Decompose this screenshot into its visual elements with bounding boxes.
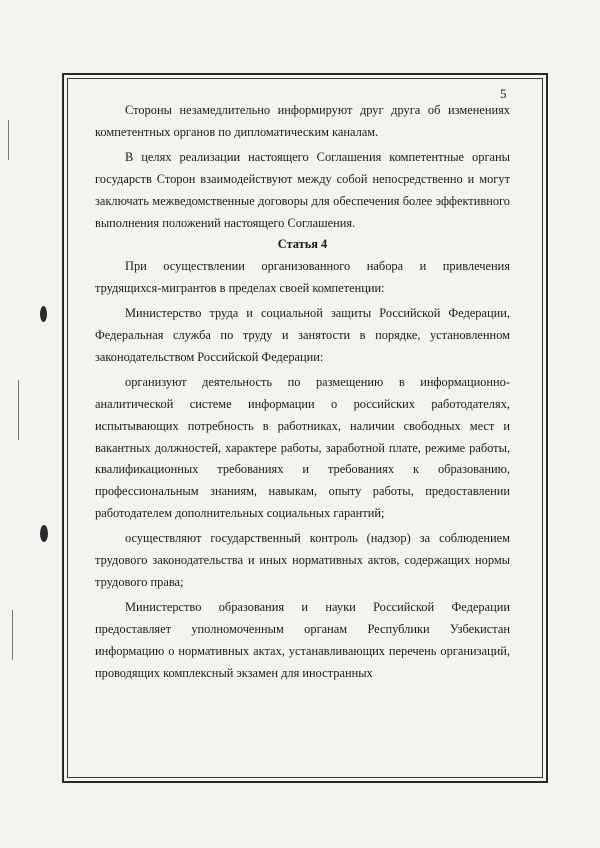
paragraph-7: Министерство образования и науки Российской Федерации предоставляет уполномоченным органам Республики Узбекистан информацию о нормативных актах, устанавливающих перечень организаций, проводящих комплексный экзамен для иностранных [95, 600, 510, 680]
scan-hole-mark-bottom [40, 525, 48, 542]
scan-speck [18, 380, 19, 440]
page-number: 5 [500, 86, 507, 101]
paragraph-6: осуществляют государственный контроль (надзор) за соблюдением трудового законодательства и иных нормативных актов, содержащих нормы трудового права; [95, 531, 510, 589]
scan-speck [8, 120, 9, 160]
scan-hole-mark-top [40, 306, 47, 322]
scan-speck [12, 610, 13, 660]
document-body [95, 100, 510, 684]
paragraph-4: Министерство труда и социальной защиты Российской Федерации, Федеральная служба по труду и занятости в порядке, установленном законодательством Российской Федерации: [95, 306, 510, 364]
paragraph-1: Стороны незамедлительно информируют друг друга об изменениях компетентных органов по дипломатическим каналам. [95, 103, 510, 139]
paragraph-3: При осуществлении организованного набора и привлечения трудящихся-мигрантов в пределах своей компетенции: [95, 258, 510, 295]
article-heading: Статья 4 [277, 237, 328, 252]
paragraph-5: организуют деятельность по размещению в информационно-аналитической системе информации о российских работодателях, испытывающих потребность в работниках, наличии свободных мест и вакантных должностей, характере работы, заработной плате, режиме работы, квалификационных требованиях и требованиях к образованию, профессиональным знаниям, навыкам, опыту работы, предоставлении работодателем дополнительных социальных гарантий; [95, 375, 510, 520]
paragraph-2: В целях реализации настоящего Соглашения компетентные органы государств Сторон взаимодействуют между собой непосредственно и могут заключать межведомственные договоры для обеспечения более эффективного выполнения положений настоящего Соглашения. [95, 150, 510, 230]
